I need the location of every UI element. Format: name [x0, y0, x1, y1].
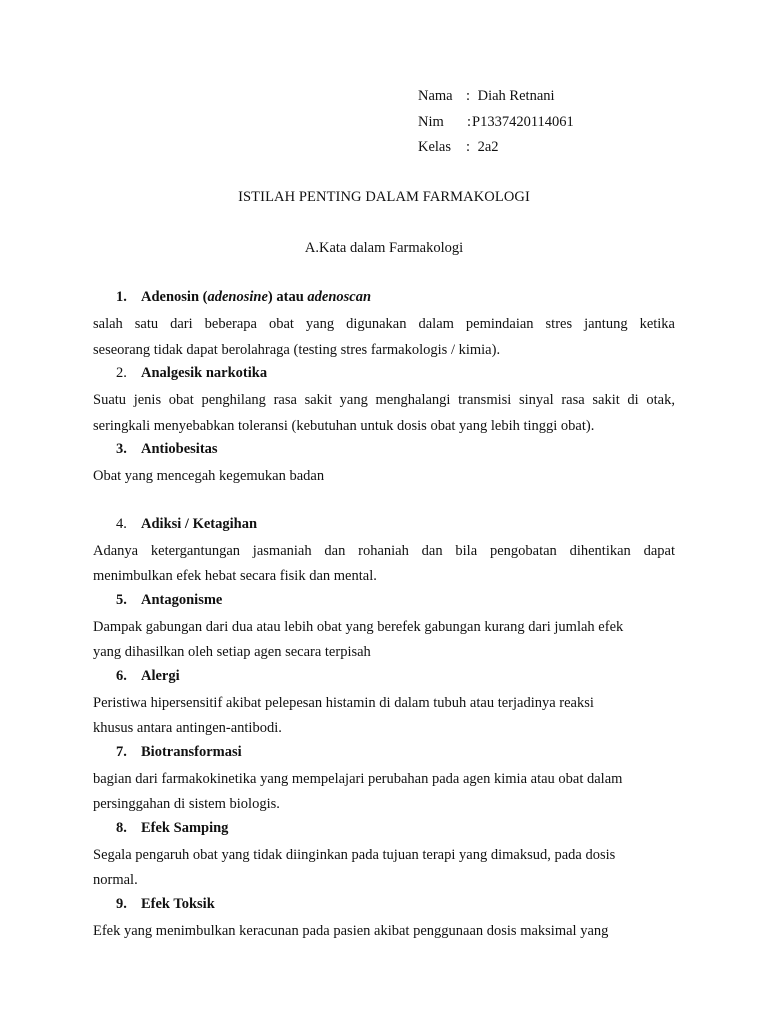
term-part-italic: adenosine [207, 289, 268, 305]
nama-colon: : [466, 88, 471, 104]
definition-line: seringkali menyebabkan toleransi (kebutuhan untuk dosis obat yang lebih tinggi obat). [93, 417, 595, 434]
definition-line: bagian dari farmakokinetika yang mempelajari perubahan pada agen kimia atau obat dalam [93, 770, 623, 787]
term-number: 4. [116, 515, 127, 532]
term-list [93, 287, 675, 944]
term-number: 2. [116, 365, 127, 381]
term-definition-9 [93, 919, 675, 945]
term-name: Antiobesitas [141, 441, 218, 457]
definition-line: Suatu jenis obat penghilang rasa sakit yang menghalangi transmisi sinyal rasa sakit di otak, [93, 392, 675, 408]
term-definition-4 [93, 539, 675, 590]
nama-value: Diah Retnani [477, 88, 555, 104]
definition-line: khusus antara antingen-antibodi. [93, 720, 282, 736]
term-heading-2 [93, 363, 675, 388]
term-heading-7 [93, 742, 675, 767]
term-name [141, 289, 371, 305]
identity-row-kelas [418, 137, 574, 163]
definition-line: salah satu dari beberapa obat yang digunakan dalam pemindaian stres jantung ketika [93, 316, 675, 332]
term-definition-1 [93, 312, 675, 363]
term-heading-3 [93, 439, 675, 464]
term-heading-9 [93, 894, 675, 919]
term-definition-5 [93, 615, 675, 666]
definition-line: Efek yang menimbulkan keracunan pada pasien akibat penggunaan dosis maksimal yang [93, 922, 609, 939]
nama-label: Nama [418, 88, 453, 104]
term-definition-7 [93, 767, 675, 818]
term-name: Antagonisme [141, 591, 223, 608]
term-definition-2 [93, 388, 675, 439]
kelas-label: Kelas [418, 139, 452, 155]
identity-row-nim [418, 112, 574, 138]
term-heading-6 [93, 666, 675, 691]
term-name: Efek Toksik [141, 895, 215, 912]
term-name: Biotransformasi [141, 743, 242, 760]
term-definition-8 [93, 843, 675, 894]
term-number: 9. [116, 895, 127, 912]
term-name: Alergi [141, 667, 180, 684]
term-definition-6 [93, 691, 675, 742]
term-name: Analgesik narkotika [141, 365, 268, 381]
identity-block [418, 86, 574, 163]
definition-line: persinggahan di sistem biologis. [93, 796, 280, 812]
term-name: Adiksi / Ketagihan [141, 515, 258, 532]
definition-line: seseorang tidak dapat berolahraga (testing stres farmakologis / kimia). [93, 341, 501, 358]
definition-line: Peristiwa hipersensitif akibat pelepesan histamin di dalam tubuh atau terjadinya reaksi [93, 694, 594, 711]
term-number: 3. [116, 441, 127, 457]
document-title: ISTILAH PENTING DALAM FARMAKOLOGI [238, 189, 530, 205]
term-number: 8. [116, 819, 127, 836]
term-number: 5. [116, 591, 127, 608]
kelas-colon: : [466, 139, 471, 155]
term-heading-4 [93, 514, 675, 539]
identity-row-nama [418, 86, 574, 112]
definition-line: Segala pengaruh obat yang tidak diinginkan pada tujuan terapi yang dimaksud, pada dosis [93, 846, 616, 863]
definition-line: normal. [93, 872, 138, 888]
definition-line: Dampak gabungan dari dua atau lebih obat yang berefek gabungan kurang dari jumlah efek [93, 618, 624, 635]
definition-line: Obat yang mencegah kegemukan badan [93, 468, 325, 484]
term-heading-1 [93, 287, 675, 312]
term-number: 1. [116, 289, 127, 305]
term-heading-5 [93, 590, 675, 615]
definition-line: yang dihasilkan oleh setiap agen secara terpisah [93, 644, 371, 660]
term-heading-8 [93, 818, 675, 843]
term-part-italic: adenoscan [307, 289, 372, 305]
blank-line [93, 490, 675, 514]
definition-line: menimbulkan efek hebat secara fisik dan mental. [93, 568, 377, 584]
term-name: Efek Samping [141, 819, 229, 836]
term-part: ) atau [267, 289, 308, 305]
nim-value: P1337420114061 [472, 113, 574, 130]
term-part: Adenosin ( [141, 289, 208, 305]
kelas-value: 2a2 [477, 139, 499, 155]
term-definition-3 [93, 464, 675, 490]
definition-line: Adanya ketergantungan jasmaniah dan rohaniah dan bila pengobatan dihentikan dapat [93, 542, 675, 559]
term-number: 7. [116, 743, 127, 760]
nim-label: Nim [418, 113, 444, 130]
term-number: 6. [116, 667, 127, 684]
section-heading: A.Kata dalam Farmakologi [304, 240, 464, 256]
nim-colon: : [467, 113, 472, 130]
